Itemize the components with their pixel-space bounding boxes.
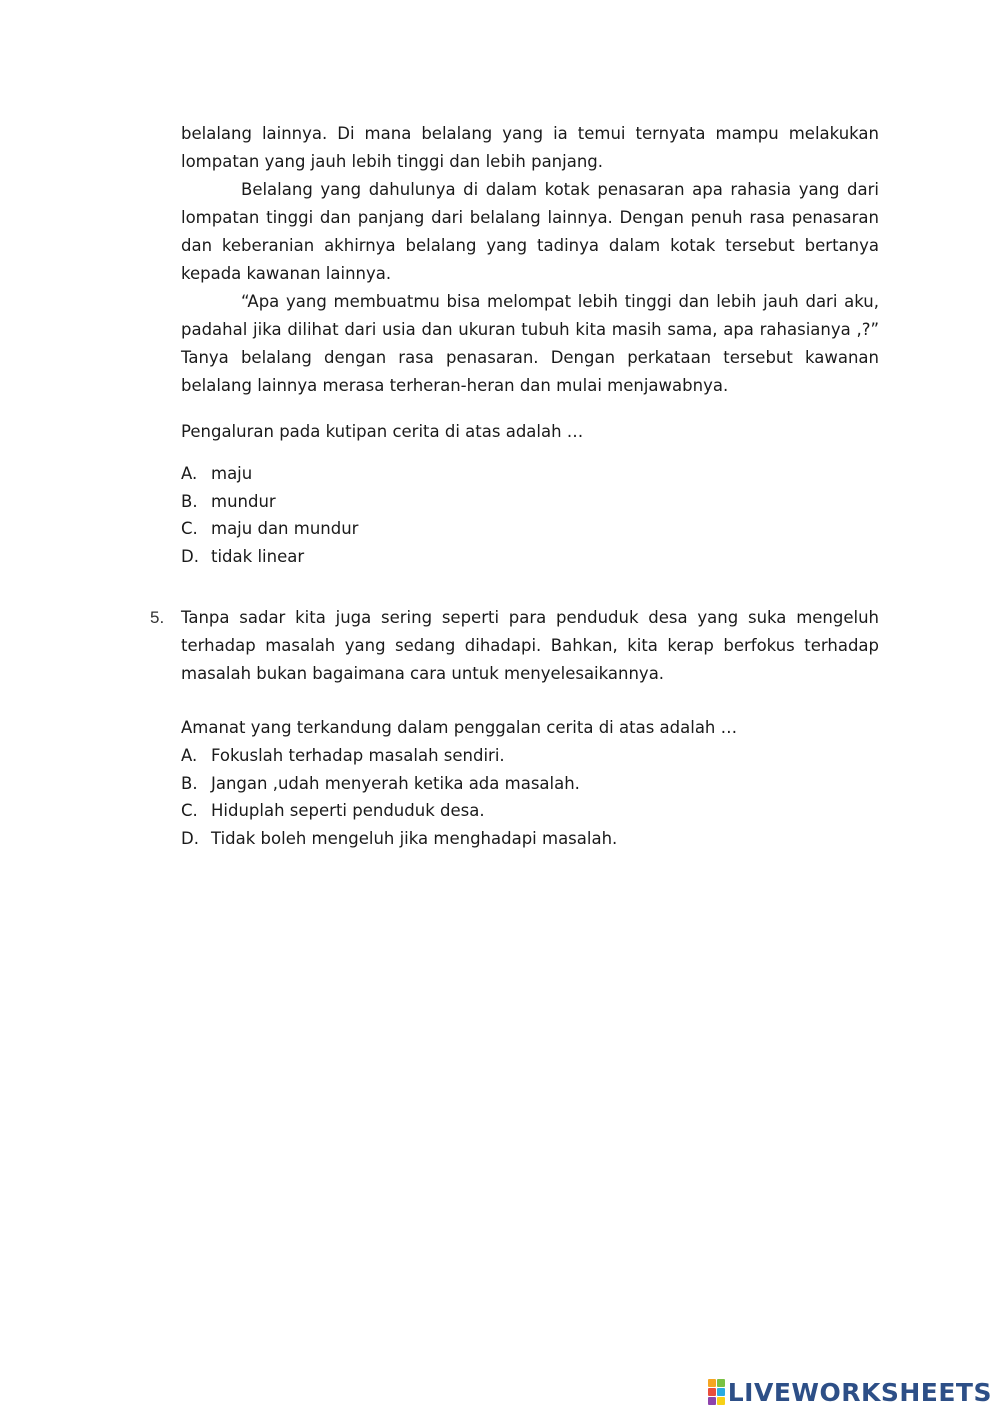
question-5-option-c[interactable] bbox=[181, 797, 879, 825]
question-4-option-b[interactable] bbox=[181, 488, 879, 516]
logo-mark-block bbox=[717, 1388, 725, 1396]
question-4-option-d[interactable] bbox=[181, 543, 879, 571]
option-text: Fokuslah terhadap masalah sendiri. bbox=[211, 746, 505, 765]
option-text: tidak linear bbox=[211, 546, 305, 566]
question-4-options bbox=[181, 460, 879, 570]
question-4-option-a[interactable] bbox=[181, 460, 879, 488]
logo-mark-block bbox=[717, 1397, 725, 1405]
option-text: Tidak boleh mengeluh jika menghadapi masalah. bbox=[211, 828, 618, 848]
logo-mark-block bbox=[708, 1388, 716, 1396]
option-letter: B. bbox=[181, 491, 198, 511]
passage-paragraph-1: belalang lainnya. Di mana belalang yang ia temui ternyata mampu melakukan lompatan yang jauh lebih tinggi dan lebih panjang. bbox=[181, 124, 879, 171]
logo-mark-block bbox=[708, 1397, 716, 1405]
option-text: maju dan mundur bbox=[211, 519, 359, 538]
liveworksheets-logo-text: LIVEWORKSHEETS bbox=[727, 1377, 992, 1407]
option-letter: B. bbox=[181, 773, 198, 793]
option-letter: D. bbox=[181, 546, 199, 566]
logo-mark-block bbox=[708, 1379, 716, 1387]
passage-paragraph-2: Belalang yang dahulunya di dalam kotak penasaran apa rahasia yang dari lompatan tinggi dan panjang dari belalang lainnya. Dengan penuh rasa penasaran dan keberanian akhirnya belalang yang tadinya dalam kotak tersebut bertanya kepada kawanan lainnya. bbox=[181, 180, 879, 283]
option-text: maju bbox=[211, 464, 253, 483]
question-4-option-c[interactable] bbox=[181, 515, 879, 543]
question-5 bbox=[150, 604, 879, 852]
question-5-option-d[interactable] bbox=[181, 825, 879, 853]
option-text: Hiduplah seperti penduduk desa. bbox=[211, 801, 485, 820]
option-letter: C. bbox=[181, 519, 198, 538]
worksheet-content bbox=[150, 120, 879, 852]
option-letter: D. bbox=[181, 828, 199, 848]
question-5-text: Amanat yang terkandung dalam penggalan cerita di atas adalah … bbox=[181, 718, 738, 737]
option-letter: A. bbox=[181, 746, 198, 765]
logo-mark-block bbox=[717, 1379, 725, 1387]
question-5-option-a[interactable] bbox=[181, 742, 879, 770]
liveworksheets-logo[interactable] bbox=[708, 1377, 992, 1407]
question-4-text: Pengaluran pada kutipan cerita di atas adalah … bbox=[181, 422, 584, 441]
question-5-options bbox=[181, 742, 879, 852]
passage-paragraph-3: “Apa yang membuatmu bisa melompat lebih tinggi dan lebih jauh dari aku, padahal jika dilihat dari usia dan ukuran tubuh kita masih sama, apa rahasianya ,?” Tanya belalang dengan rasa penasaran. Dengan perkataan tersebut kawanan belalang lainnya merasa terheran-heran dan mulai menjawabnya. bbox=[181, 292, 879, 395]
option-letter: A. bbox=[181, 464, 198, 483]
option-text: mundur bbox=[211, 491, 276, 511]
liveworksheets-logo-icon bbox=[708, 1379, 725, 1405]
option-letter: C. bbox=[181, 801, 198, 820]
question-5-passage: Tanpa sadar kita juga sering seperti para penduduk desa yang suka mengeluh terhadap masalah yang sedang dihadapi. Bahkan, kita kerap berfokus terhadap masalah bukan bagaimana cara untuk menyelesaikannya. bbox=[181, 608, 879, 683]
question-5-option-b[interactable] bbox=[181, 770, 879, 798]
question-5-number: 5. bbox=[150, 608, 165, 627]
option-text: Jangan ,udah menyerah ketika ada masalah. bbox=[211, 773, 580, 793]
